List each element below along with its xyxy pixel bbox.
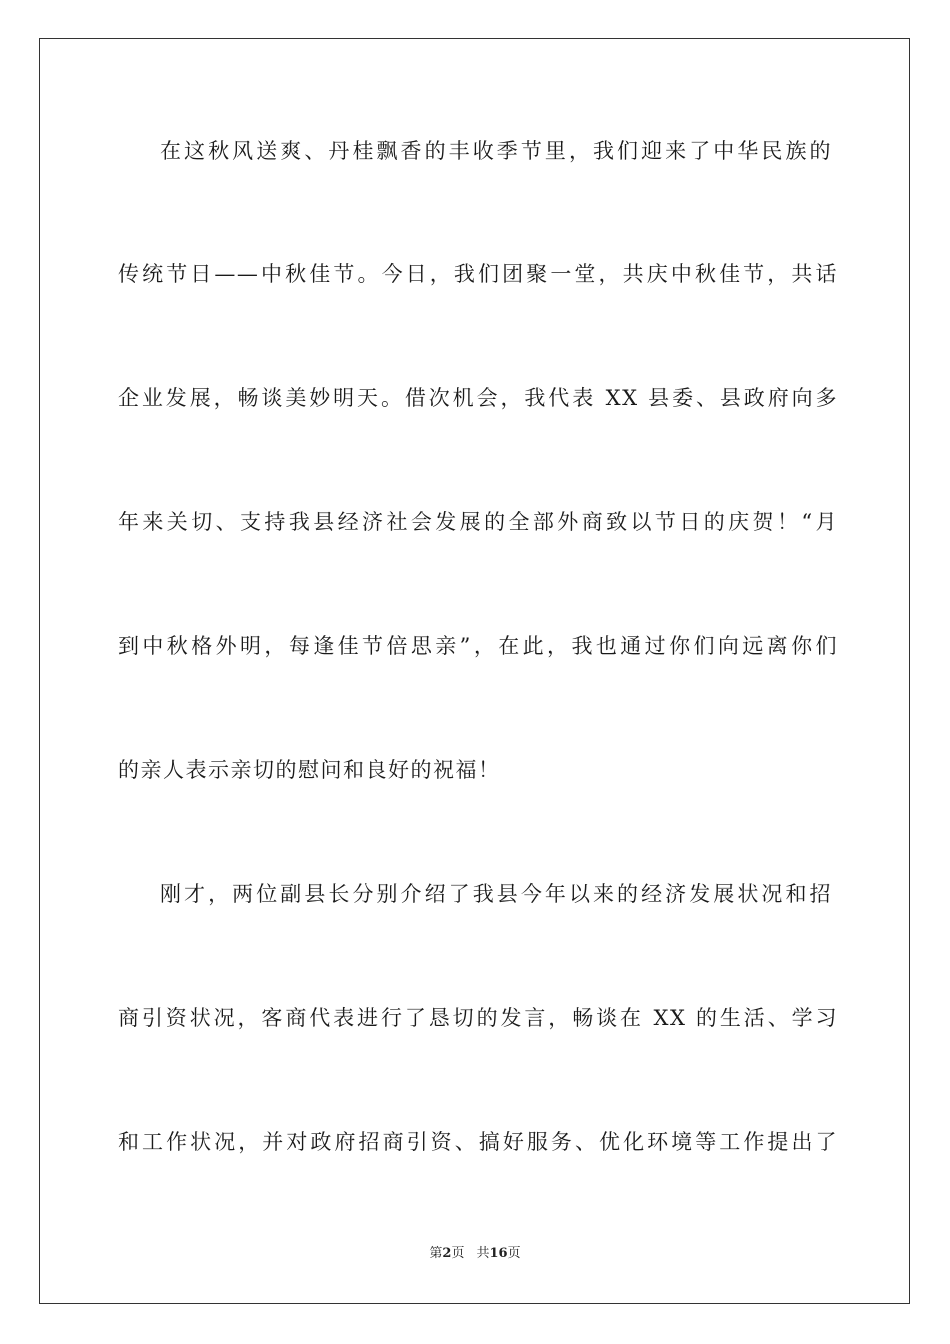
paragraph-1-line-1: 在这秋风送爽、丹桂飘香的丰收季节里，我们迎来了中华民族的 — [160, 139, 832, 163]
paragraph-1-line-5: 到中秋格外明，每逢佳节倍思亲”，在此，我也通过你们向远离你们 — [118, 634, 838, 658]
page-suffix: 页 — [451, 1246, 465, 1261]
paragraph-1-line-3: 企业发展，畅谈美妙明天。借次机会，我代表 XX 县委、县政府向多 — [118, 386, 838, 410]
paragraph-1-line-4: 年来关切、支持我县经济社会发展的全部外商致以节日的庆贺！“月 — [118, 510, 838, 534]
total-pages: 16 — [489, 1246, 508, 1261]
page-prefix: 第 — [429, 1246, 443, 1261]
total-suffix: 页 — [507, 1246, 521, 1261]
paragraph-1-line-2: 传统节日——中秋佳节。今日，我们团聚一堂，共庆中秋佳节，共话 — [118, 262, 838, 286]
page-number: 2 — [442, 1246, 452, 1261]
total-prefix: 共 — [476, 1246, 490, 1261]
page-footer — [0, 1246, 950, 1262]
paragraph-2-line-2: 商引资状况，客商代表进行了恳切的发言，畅谈在 XX 的生活、学习 — [118, 1006, 838, 1030]
paragraph-2-line-1: 刚才，两位副县长分别介绍了我县今年以来的经济发展状况和招 — [160, 882, 832, 906]
paragraph-1-line-6: 的亲人表示亲切的慰问和良好的祝福！ — [118, 758, 501, 782]
page-border — [39, 38, 910, 1304]
paragraph-2-line-3: 和工作状况，并对政府招商引资、搞好服务、优化环境等工作提出了 — [118, 1130, 838, 1154]
